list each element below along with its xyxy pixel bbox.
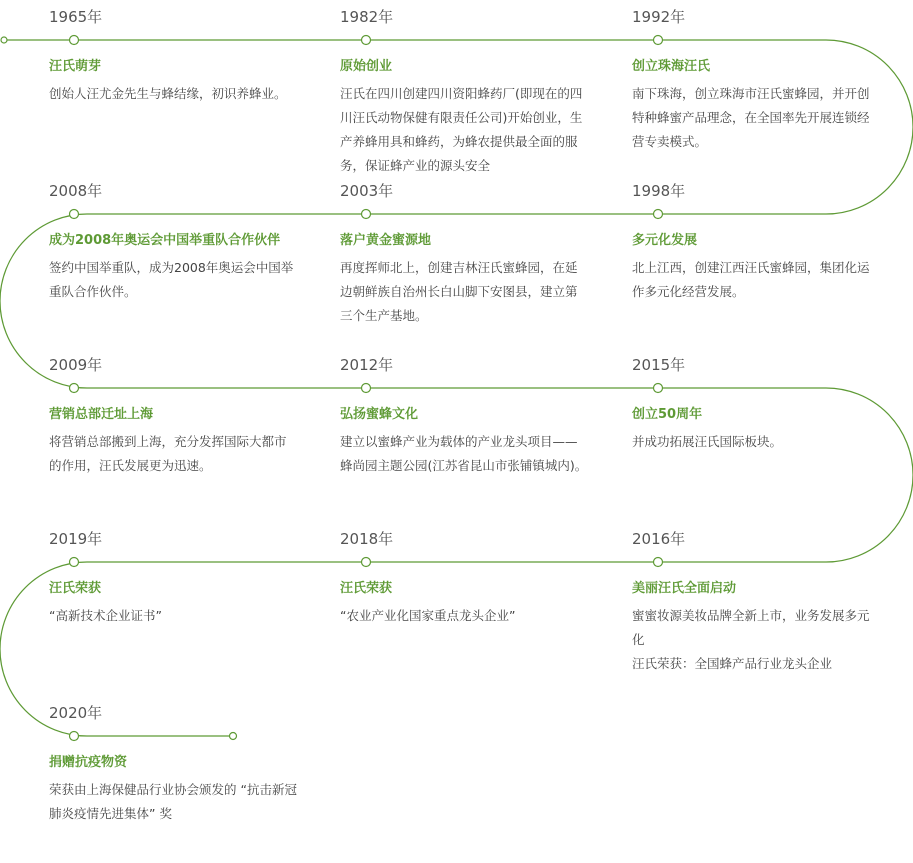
event-description bbox=[49, 604, 297, 628]
event-title: 美丽汪氏全面启动 bbox=[632, 581, 737, 596]
event-description bbox=[632, 604, 880, 676]
timeline-node-dot bbox=[70, 558, 79, 567]
event-year: 1998年 bbox=[632, 182, 686, 200]
timeline-start-dot bbox=[1, 37, 7, 43]
event-description bbox=[632, 430, 880, 454]
event-title: 汪氏荣获 bbox=[340, 581, 393, 596]
event-year: 2018年 bbox=[340, 530, 394, 548]
event-description bbox=[340, 604, 588, 628]
event-description bbox=[340, 82, 588, 178]
event-description-line: 南下珠海，创立珠海市汪氏蜜蜂园，并开创特种蜂蜜产品理念，在全国率先开展连锁经营专卖模式。 bbox=[632, 86, 870, 149]
event-title: 汪氏荣获 bbox=[49, 581, 102, 596]
event-year: 2012年 bbox=[340, 356, 394, 374]
event-title: 成为2008年奥运会中国举重队合作伙伴 bbox=[49, 233, 281, 248]
timeline-node-dot bbox=[362, 210, 371, 219]
event-year: 1992年 bbox=[632, 8, 686, 26]
event-title: 创立珠海汪氏 bbox=[632, 59, 711, 74]
timeline-node-dot bbox=[70, 732, 79, 741]
event-description bbox=[49, 256, 297, 304]
event-title: 营销总部迁址上海 bbox=[49, 407, 154, 422]
event-title: 弘扬蜜蜂文化 bbox=[340, 407, 419, 422]
event-year: 2019年 bbox=[49, 530, 103, 548]
event-description bbox=[632, 82, 880, 154]
event-title: 落户黄金蜜源地 bbox=[340, 233, 432, 248]
timeline-node-dot bbox=[362, 558, 371, 567]
event-description-line: 汪氏在四川创建四川资阳蜂药厂(即现在的四川汪氏动物保健有限责任公司)开始创业，生产养蜂用具和蜂药，为蜂农提供最全面的服务，保证蜂产业的源头安全 bbox=[340, 86, 583, 173]
timeline-node-dot bbox=[362, 384, 371, 393]
timeline-node-dot bbox=[70, 210, 79, 219]
event-year: 1965年 bbox=[49, 8, 103, 26]
event-description bbox=[49, 82, 297, 106]
event-year: 2020年 bbox=[49, 704, 103, 722]
event-title: 多元化发展 bbox=[632, 233, 698, 248]
timeline-node-dot bbox=[362, 36, 371, 45]
event-description-line: “高新技术企业证书” bbox=[49, 608, 162, 623]
event-description-line: 汪氏荣获：全国蜂产品行业龙头企业 bbox=[632, 656, 833, 671]
event-year: 1982年 bbox=[340, 8, 394, 26]
event-year: 2016年 bbox=[632, 530, 686, 548]
event-title: 捐赠抗疫物资 bbox=[49, 755, 128, 770]
event-year: 2008年 bbox=[49, 182, 103, 200]
event-description-line: 北上江西，创建江西汪氏蜜蜂园，集团化运作多元化经营发展。 bbox=[632, 260, 870, 299]
event-title: 原始创业 bbox=[340, 59, 393, 74]
event-description bbox=[632, 256, 880, 304]
event-description bbox=[340, 256, 588, 328]
event-title: 汪氏萌芽 bbox=[49, 59, 102, 74]
timeline-node-dot bbox=[654, 36, 663, 45]
event-description-line: 并成功拓展汪氏国际板块。 bbox=[632, 434, 783, 449]
timeline-node-dot bbox=[654, 558, 663, 567]
event-description bbox=[49, 430, 297, 478]
event-description-line: 荣获由上海保健品行业协会颁发的 “抗击新冠肺炎疫情先进集体” 奖 bbox=[49, 782, 297, 821]
event-description-line: 蜜蜜妆源美妆品牌全新上市，业务发展多元化 bbox=[632, 608, 870, 647]
event-year: 2015年 bbox=[632, 356, 686, 374]
event-description-line: 建立以蜜蜂产业为载体的产业龙头项目——蜂尚园主题公园(江苏省昆山市张铺镇城内)。 bbox=[340, 434, 588, 473]
event-description bbox=[49, 778, 297, 826]
event-year: 2009年 bbox=[49, 356, 103, 374]
event-description-line: 将营销总部搬到上海，充分发挥国际大都市的作用，汪氏发展更为迅速。 bbox=[49, 434, 287, 473]
timeline-node-dot bbox=[70, 36, 79, 45]
timeline-node-dot bbox=[654, 384, 663, 393]
event-title: 创立50周年 bbox=[632, 407, 703, 422]
event-description bbox=[340, 430, 588, 478]
timeline-node-dot bbox=[70, 384, 79, 393]
event-year: 2003年 bbox=[340, 182, 394, 200]
event-description-line: 签约中国举重队，成为2008年奥运会中国举重队合作伙伴。 bbox=[49, 260, 294, 299]
event-description-line: “农业产业化国家重点龙头企业” bbox=[340, 608, 516, 623]
event-description-line: 再度挥师北上，创建吉林汪氏蜜蜂园，在延边朝鲜族自治州长白山脚下安图县，建立第三个生产基地。 bbox=[340, 260, 578, 323]
timeline-end-dot bbox=[230, 733, 237, 740]
timeline-node-dot bbox=[654, 210, 663, 219]
event-description-line: 创始人汪尤金先生与蜂结缘，初识养蜂业。 bbox=[49, 86, 287, 101]
